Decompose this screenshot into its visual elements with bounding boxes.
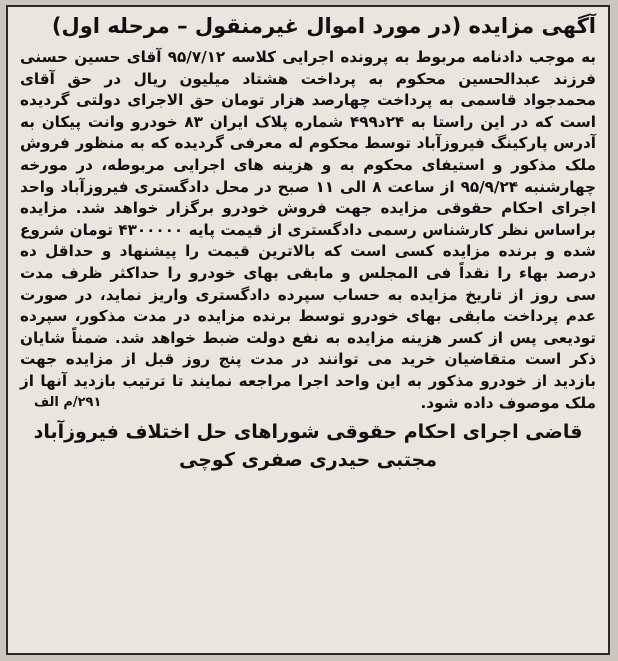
notice-title: آگهی مزایده (در مورد اموال غیرمنقول – مرحله اول)	[51, 14, 596, 38]
reference-number: ۲۹۱/م الف	[34, 395, 102, 411]
signature-name: مجتبی حیدری صفری کوچی	[179, 449, 437, 472]
signature-title: قاضی اجرای احکام حقوقی شوراهای حل اختلاف فیروزآباد	[33, 421, 583, 444]
newspaper-clipping	[6, 5, 610, 655]
notice-body: به موجب دادنامه مربوط به پرونده اجرایی کلاسه ۹۵/۷/۱۲ آقای حسین حسنی فرزند عبدالحسین محکوم به پرداخت هشتاد میلیون ریال در حق آقای محمدجواد قاسمی به پرداخت چهارصد هزار تومان حق الاجرای دولتی گردیده است که در این راستا به ۲۴د۴۹۹ شماره پلاک ایران ۸۳ خودرو وانت پیکان به آدرس پارکینگ فیروزآباد توسط محکوم له معرفی گردیده که به منظور فروش ملک مذکور و استیفای محکوم به و هزینه های اجرایی مربوطه، در مورخه چهارشنبه ۹۵/۹/۲۴ از ساعت ۸ الی ۱۱ صبح در محل دادگستری فیروزآباد واحد اجرای احکام حقوقی مزایده جهت فروش خودرو برگزار خواهد شد. مزایده براساس نظر کارشناس رسمی دادگستری از قیمت پایه ۴۳۰۰۰۰۰ تومان شروع شده و برنده مزایده کسی است که بالاترین قیمت را پیشنهاد و حداقل ده درصد بهاء را نقداً فی المجلس و مابقی بهای خودرو را حداکثر ظرف مدت سی روز از تاریخ مزایده به حساب سپرده دادگستری واریز نماید، در صورت عدم پرداخت مابقی بهای خودرو توسط برنده مزایده در مدت مذکور، سپرده تودیعی پس از کسر هزینه مزایده به نفع دولت ضبط خواهد شد. ضمناً شایان ذکر است متقاضیان خرید می توانند در مدت پنج روز قبل از مزایده جهت بازدید از خودرو مذکور به این واحد اجرا مراجعه نمایند تا ترتیب بازدید آنها از ملک موصوف داده شود.	[20, 48, 597, 412]
